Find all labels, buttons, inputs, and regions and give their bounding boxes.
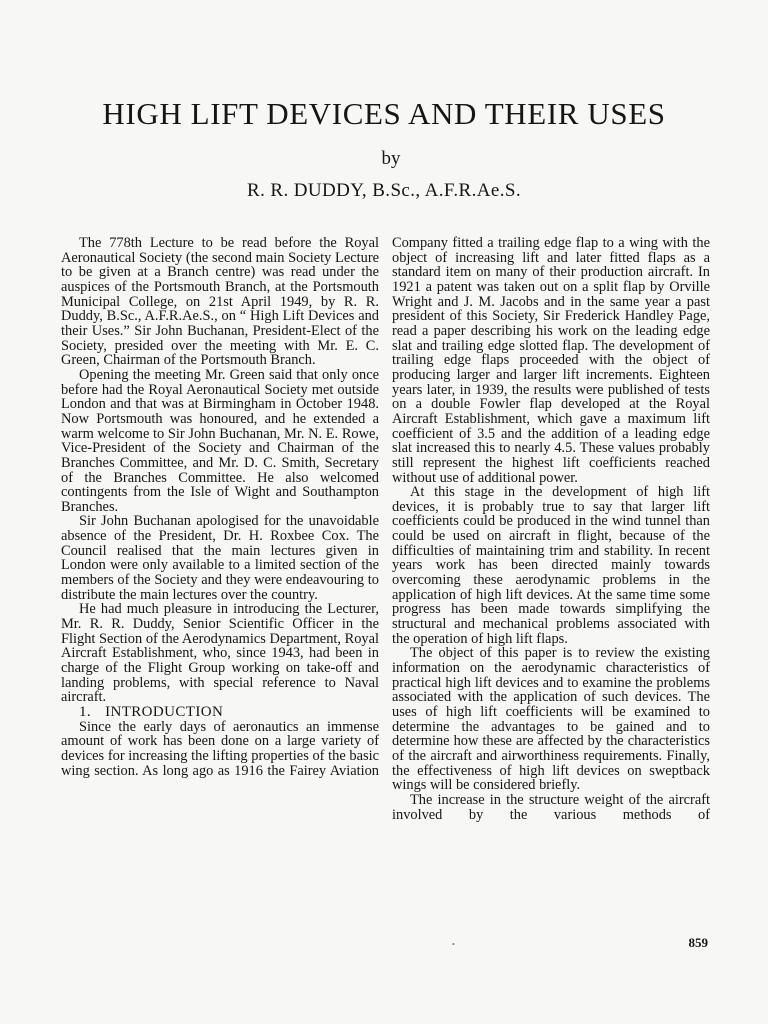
author-line: R. R. DUDDY, B.Sc., A.F.R.Ae.S. bbox=[247, 180, 521, 201]
paragraph: The 778th Lecture to be read before the Royal Aeronautical Society (the second main Society Lecture to be given at a Branch centre) was read under the auspices of the Portsmouth Branch, at the Portsmouth Municipal College, on 21st April 1949, by R. R. Duddy, B.Sc., A.F.R.Ae.S., on “ High Lift Devices and their Uses.” Sir John Buchanan, President-Elect of the Society, presided over the meeting with Mr. E. C. Green, Chairman of the Portsmouth Branch. bbox=[61, 235, 379, 369]
section-heading bbox=[61, 705, 379, 720]
paragraph: He had much pleasure in introducing the Lecturer, Mr. R. R. Duddy, Senior Scientific Officer in the Flight Section of the Aerodynamics Department, Royal Aircraft Establishment, who, since 1943, had been in charge of the Flight Group working on take-off and landing problems, with special reference to Naval aircraft. bbox=[61, 601, 379, 706]
article-title: HIGH LIFT DEVICES AND THEIR USES bbox=[102, 96, 666, 131]
paragraph: The object of this paper is to review the existing information on the aerodynamic characteristics of practical high lift devices and to examine the problems associated with the application of such devices. The uses of high lift coefficients will be examined to determine the advantages to be gained and to determine how these are affected by the characteristics of the aircraft and airworthiness requirements. Finally, the effectiveness of high lift devices on sweptback wings will be considered briefly. bbox=[392, 645, 710, 794]
section-title: INTRODUCTION bbox=[105, 704, 224, 720]
section-number: 1. bbox=[79, 704, 92, 720]
byline-by: by bbox=[381, 148, 401, 169]
page-number: 859 bbox=[688, 935, 708, 950]
paragraph: Since the early days of aeronautics an immense amount of work has been done on a large variety of devices for increasing the lifting properties of the basic wing section. As long ago as 1916 the Fairey Aviation bbox=[61, 718, 379, 779]
paragraph: Sir John Buchanan apologised for the unavoidable absence of the President, Dr. H. Roxbee Cox. The Council realised that the main lectures given in London were only available to a limited section of the members of the Society and they were endeavouring to distribute the main lectures over the country. bbox=[61, 513, 379, 603]
right-column bbox=[392, 236, 710, 822]
left-column bbox=[61, 236, 379, 778]
paragraph: The increase in the structure weight of the aircraft involved by the various methods of bbox=[392, 791, 710, 823]
paragraph: Opening the meeting Mr. Green said that only once before had the Royal Aeronautical Society met outside London and that was at Birmingham in October 1948. Now Portsmouth was honoured, and he extended a warm welcome to Sir John Buchanan, Mr. N. E. Rowe, Vice-President of the Society and Chairman of the Branches Committee, and Mr. D. C. Smith, Secretary of the Branches Committee. He also welcomed contingents from the Isle of Wight and Southampton Branches. bbox=[61, 366, 379, 515]
print-mark: • bbox=[452, 940, 455, 949]
paragraph: At this stage in the development of high lift devices, it is probably true to say that larger lift coefficients could be produced in the wind tunnel than could be used on aircraft in flight, because of the difficulties of maintaining trim and stability. In recent years work has been directed mainly towards overcoming these aerodynamic problems in the application of high lift devices. At the same time some progress has been made towards simplifying the structural and mechanical problems associated with the operation of high lift flaps. bbox=[392, 484, 710, 647]
paragraph: Company fitted a trailing edge flap to a wing with the object of increasing lift and later fitted flaps as a standard item on many of their production aircraft. In 1921 a patent was taken out on a split flap by Orville Wright and J. M. Jacobs and in the same year a past president of this Society, Sir Frederick Handley Page, read a paper describing his work on the leading edge slat and trailing edge slotted flap. The development of trailing edge flaps proceeded with the object of producing larger and larger lift increments. Eighteen years later, in 1939, the results were published of tests on a double Fowler flap developed at the Royal Aircraft Establishment, which gave a maximum lift coefficient of 3.5 and the addition of a leading edge slat increased this to nearly 4.5. These values probably still represent the highest lift coefficients reached without use of additional power. bbox=[392, 235, 710, 486]
